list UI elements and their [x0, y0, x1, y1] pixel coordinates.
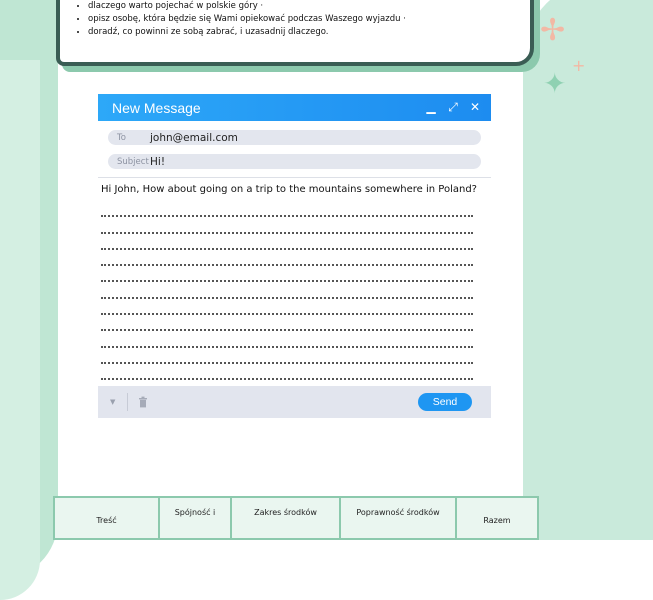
table-header-cell: Zakres środków: [232, 498, 341, 538]
task-points: [60, 0, 406, 39]
writing-line[interactable]: [101, 315, 473, 331]
sparkle-small-icon: +: [572, 56, 586, 75]
background-shape-left-inner: [0, 60, 40, 600]
email-compose-window: [98, 94, 491, 418]
trash-icon[interactable]: [138, 396, 148, 408]
expand-icon[interactable]: ⤢: [448, 100, 458, 114]
to-label: To: [117, 132, 126, 143]
email-header: [98, 94, 491, 121]
subject-value: Hi!: [150, 155, 166, 168]
chevron-down-icon[interactable]: ▼: [110, 398, 116, 406]
writing-line[interactable]: [101, 201, 473, 217]
to-field[interactable]: [108, 130, 481, 145]
writing-line[interactable]: [101, 299, 473, 315]
task-instructions-box: [56, 0, 534, 66]
email-title: New Message: [112, 99, 201, 116]
subject-field[interactable]: [108, 154, 481, 169]
writing-line[interactable]: [101, 266, 473, 282]
star-icon: ✦: [543, 67, 567, 100]
table-header-cell: Treść: [55, 498, 160, 538]
window-controls: [425, 100, 481, 115]
table-header-cell: Spójność i: [160, 498, 232, 538]
scoring-table: [53, 496, 539, 540]
footer-separator: [127, 393, 128, 411]
subject-label: Subject: [117, 156, 149, 167]
to-value: john@email.com: [150, 131, 238, 144]
writing-lines[interactable]: [98, 201, 491, 397]
writing-line[interactable]: [101, 250, 473, 266]
close-icon[interactable]: ✕: [469, 100, 481, 114]
writing-line[interactable]: [101, 331, 473, 347]
task-point: • opisz osobę, która będzie się Wami opiekować podczas Waszego wyjazdu ·: [88, 13, 406, 26]
table-header-cell: Razem: [483, 516, 511, 525]
email-footer: [98, 386, 491, 418]
sparkle-icon: ✢: [540, 13, 566, 48]
task-point: • dlaczego warto pojechać w polskie góry ·: [88, 0, 406, 13]
writing-line[interactable]: [101, 348, 473, 364]
writing-line[interactable]: [101, 282, 473, 298]
writing-line[interactable]: [101, 364, 473, 380]
writing-line[interactable]: [101, 217, 473, 233]
email-body-text[interactable]: Hi John, How about going on a trip to the mountains somewhere in Poland?: [101, 184, 477, 195]
task-point: • doradź, co powinni ze sobą zabrać, i uzasadnij dlaczego.: [88, 26, 406, 39]
writing-line[interactable]: [101, 234, 473, 250]
table-header-cell: Poprawność środków: [341, 498, 457, 538]
send-button[interactable]: Send: [418, 393, 472, 411]
minimize-icon[interactable]: ▁: [426, 100, 436, 114]
